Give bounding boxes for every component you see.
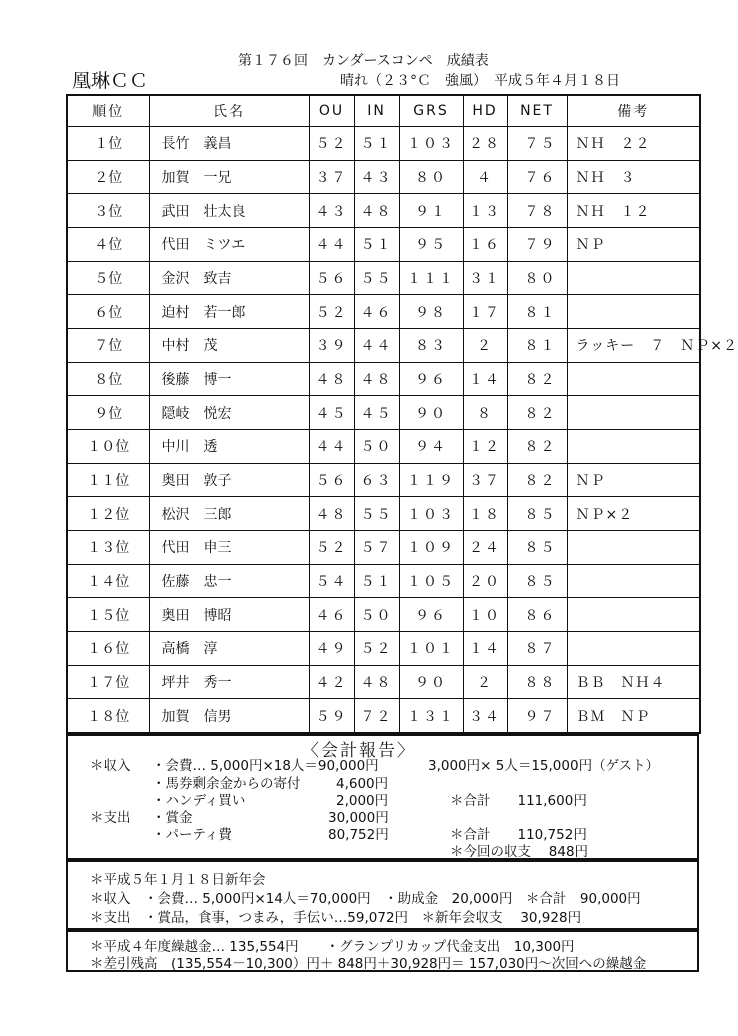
new-year-line-2: ＊収入 ・会費… 5,000円×14人＝70,000円 ・助成金 20,000円 ＊合計 90,000円 [90,891,641,907]
new-year-line-1: ＊平成５年１月１８日新年会 [90,872,266,888]
new-year-line-3: ＊支出 ・賞品，食事，つまみ，手伝い…59,072円 ＊新年会収支 30,928円 [90,910,582,926]
gross-score-cell: ９１ [399,194,463,228]
gross-score-cell: ９６ [399,598,463,632]
table-row [67,295,700,329]
in-score-cell: ５１ [354,127,399,161]
table-row [67,261,700,295]
name-cell: 金沢 致吉 [149,261,309,295]
out-score-cell: ５２ [309,295,354,329]
in-score-cell: ５０ [354,429,399,463]
name-cell: 高橋 淳 [149,631,309,665]
accounting-title: 〈会計報告〉 [302,741,416,761]
gross-score-cell: ９８ [399,295,463,329]
name-cell: 代田 ミツエ [149,227,309,261]
in-score-cell: ４８ [354,665,399,699]
net-score-cell: ７９ [507,227,567,261]
expense-prize: ・賞金 [152,810,193,826]
handicap-cell: ２４ [463,530,507,564]
income-bet: ・馬券剰余金からの寄付 [152,776,301,792]
in-score-cell: ４４ [354,328,399,362]
rank-cell: １７位 [67,665,149,699]
col-handicap-header: HD [463,95,507,127]
gross-score-cell: ８０ [399,160,463,194]
out-score-cell: ３９ [309,328,354,362]
handicap-cell: １３ [463,194,507,228]
remarks-cell: ＢＭ ＮＰ [567,699,700,733]
carryover-balance [66,930,699,972]
net-score-cell: ８０ [507,261,567,295]
net-score-cell: ８５ [507,497,567,531]
table-row [67,328,700,362]
name-cell: 加賀 一兄 [149,160,309,194]
name-cell: 奥田 博昭 [149,598,309,632]
handicap-cell: ４ [463,160,507,194]
name-cell: 後藤 博一 [149,362,309,396]
out-score-cell: ５６ [309,261,354,295]
carryover-line-1: ＊平成４年度繰越金… 135,554円 ・グランプリカップ代金支出 10,300円 [90,939,575,955]
gross-score-cell: １１１ [399,261,463,295]
net-score-cell: ８１ [507,328,567,362]
table-row [67,631,700,665]
expense-party-amount: 80,752円 [328,827,389,843]
remarks-cell [567,429,700,463]
expense-party: ・パーティ費 [152,827,232,843]
out-score-cell: ３７ [309,160,354,194]
rank-cell: ９位 [67,396,149,430]
net-score-cell: ８７ [507,631,567,665]
name-cell: 迫村 若一郎 [149,295,309,329]
in-score-cell: ４８ [354,194,399,228]
table-row [67,598,700,632]
remarks-cell [567,362,700,396]
table-row [67,699,700,733]
net-score-cell: ８２ [507,463,567,497]
rank-cell: １３位 [67,530,149,564]
income-label: ＊収入 [90,758,131,774]
in-score-cell: ５１ [354,227,399,261]
out-score-cell: ５２ [309,530,354,564]
handicap-cell: ２ [463,328,507,362]
name-cell: 武田 壮太良 [149,194,309,228]
remarks-cell [567,295,700,329]
income-total: ＊合計 111,600円 [450,793,587,809]
in-score-cell: ５７ [354,530,399,564]
gross-score-cell: ９５ [399,227,463,261]
remarks-cell [567,261,700,295]
remarks-cell: ＮＨ ２２ [567,127,700,161]
handicap-cell: １８ [463,497,507,531]
rank-cell: ３位 [67,194,149,228]
remarks-cell [567,564,700,598]
col-remarks-header: 備考 [567,95,700,127]
out-score-cell: ４３ [309,194,354,228]
results-table [66,94,738,734]
out-score-cell: ４８ [309,362,354,396]
table-row [67,463,700,497]
net-score-cell: ７８ [507,194,567,228]
name-cell: 代田 申三 [149,530,309,564]
rank-cell: ８位 [67,362,149,396]
gross-score-cell: ９０ [399,396,463,430]
handicap-cell: １４ [463,362,507,396]
rank-cell: ６位 [67,295,149,329]
income-guest: 3,000円× 5人＝15,000円（ゲスト） [428,758,660,774]
in-score-cell: ５５ [354,497,399,531]
out-score-cell: ４９ [309,631,354,665]
in-score-cell: ４５ [354,396,399,430]
handicap-cell: ８ [463,396,507,430]
net-score-cell: ８１ [507,295,567,329]
col-out-header: OU [309,95,354,127]
name-cell: 奥田 敦子 [149,463,309,497]
out-score-cell: ４５ [309,396,354,430]
income-handy-amount: 2,000円 [336,793,389,809]
name-cell: 隠岐 悦宏 [149,396,309,430]
handicap-cell: ３７ [463,463,507,497]
col-net-header: NET [507,95,567,127]
net-score-cell: ７６ [507,160,567,194]
net-score-cell: ８６ [507,598,567,632]
rank-cell: １６位 [67,631,149,665]
out-score-cell: ５９ [309,699,354,733]
remarks-cell: ＮＰ [567,463,700,497]
rank-cell: １位 [67,127,149,161]
col-gross-header: GRS [399,95,463,127]
gross-score-cell: １１９ [399,463,463,497]
gross-score-cell: ８３ [399,328,463,362]
out-score-cell: ４４ [309,227,354,261]
income-bet-amount: 4,600円 [336,776,389,792]
in-score-cell: ５５ [354,261,399,295]
handicap-cell: ２ [463,665,507,699]
table-row [67,362,700,396]
in-score-cell: ５０ [354,598,399,632]
balance-this-time: ＊今回の収支 848円 [450,844,589,860]
col-in-header: IN [354,95,399,127]
rank-cell: １１位 [67,463,149,497]
table-row [67,564,700,598]
net-score-cell: ７５ [507,127,567,161]
in-score-cell: ４８ [354,362,399,396]
name-cell: 中川 透 [149,429,309,463]
name-cell: 中村 茂 [149,328,309,362]
rank-cell: ４位 [67,227,149,261]
gross-score-cell: １０３ [399,127,463,161]
gross-score-cell: １３１ [399,699,463,733]
name-cell: 長竹 義昌 [149,127,309,161]
net-score-cell: ８２ [507,362,567,396]
out-score-cell: ５４ [309,564,354,598]
gross-score-cell: ９６ [399,362,463,396]
table-row [67,429,700,463]
net-score-cell: ８５ [507,530,567,564]
remarks-cell [567,396,700,430]
net-score-cell: ９７ [507,699,567,733]
in-score-cell: ４３ [354,160,399,194]
handicap-cell: ２０ [463,564,507,598]
table-row [67,160,700,194]
accounting-report [66,734,699,860]
rank-cell: １４位 [67,564,149,598]
rank-cell: １２位 [67,497,149,531]
name-cell: 加賀 信男 [149,699,309,733]
rank-cell: ７位 [67,328,149,362]
income-fee: ・会費… 5,000円×18人＝90,000円 [152,758,379,774]
in-score-cell: ７２ [354,699,399,733]
remarks-cell: ラッキー ７ ＮＰ×２ [567,328,700,362]
remarks-cell: ＮＰ×２ [567,497,700,531]
name-cell: 坪井 秀一 [149,665,309,699]
rank-cell: ５位 [67,261,149,295]
table-row [67,530,700,564]
carryover-line-2: ＊差引残高 (135,554－10,300）円＋ 848円＋30,928円＝ 157,030円〜次回への繰越金 [90,956,647,972]
page-title: 第１７６回 カンダースコンペ 成績表 [238,53,489,69]
gross-score-cell: １０９ [399,530,463,564]
name-cell: 佐藤 忠一 [149,564,309,598]
rank-cell: １５位 [67,598,149,632]
out-score-cell: ５６ [309,463,354,497]
handicap-cell: １４ [463,631,507,665]
table-row [67,194,700,228]
col-name-header: 氏名 [149,95,309,127]
remarks-cell [567,631,700,665]
out-score-cell: ４４ [309,429,354,463]
rank-cell: ２位 [67,160,149,194]
handicap-cell: １７ [463,295,507,329]
remarks-cell: ＮＨ １２ [567,194,700,228]
table-row [67,127,700,161]
remarks-cell: ＮＰ [567,227,700,261]
gross-score-cell: １０１ [399,631,463,665]
handicap-cell: １０ [463,598,507,632]
table-header-row [67,95,700,127]
in-score-cell: ５１ [354,564,399,598]
rank-cell: １０位 [67,429,149,463]
in-score-cell: ４６ [354,295,399,329]
club-name: 凰琳ＣＣ [72,70,149,92]
net-score-cell: ８５ [507,564,567,598]
gross-score-cell: １０５ [399,564,463,598]
remarks-cell [567,530,700,564]
new-year-party-report [66,860,699,930]
gross-score-cell: ９４ [399,429,463,463]
weather-date: 晴れ（２３°Ｃ 強風） 平成５年４月１８日 [340,73,620,89]
net-score-cell: ８２ [507,429,567,463]
remarks-cell: ＢＢ ＮＨ４ [567,665,700,699]
expense-label: ＊支出 [90,810,131,826]
handicap-cell: １２ [463,429,507,463]
net-score-cell: ８８ [507,665,567,699]
handicap-cell: ３４ [463,699,507,733]
remarks-cell: ＮＨ ３ [567,160,700,194]
handicap-cell: １６ [463,227,507,261]
out-score-cell: ５２ [309,127,354,161]
handicap-cell: ２８ [463,127,507,161]
remarks-cell [567,598,700,632]
rank-cell: １８位 [67,699,149,733]
gross-score-cell: １０３ [399,497,463,531]
table-row [67,497,700,531]
name-cell: 松沢 三郎 [149,497,309,531]
table-row [67,396,700,430]
col-rank-header: 順位 [67,95,149,127]
handicap-cell: ３１ [463,261,507,295]
table-row [67,227,700,261]
net-score-cell: ８２ [507,396,567,430]
in-score-cell: ５２ [354,631,399,665]
expense-total: ＊合計 110,752円 [450,827,587,843]
out-score-cell: ４８ [309,497,354,531]
in-score-cell: ６３ [354,463,399,497]
table-row [67,665,700,699]
expense-prize-amount: 30,000円 [328,810,389,826]
gross-score-cell: ９０ [399,665,463,699]
out-score-cell: ４２ [309,665,354,699]
out-score-cell: ４６ [309,598,354,632]
income-handy: ・ハンディ買い [152,793,246,809]
